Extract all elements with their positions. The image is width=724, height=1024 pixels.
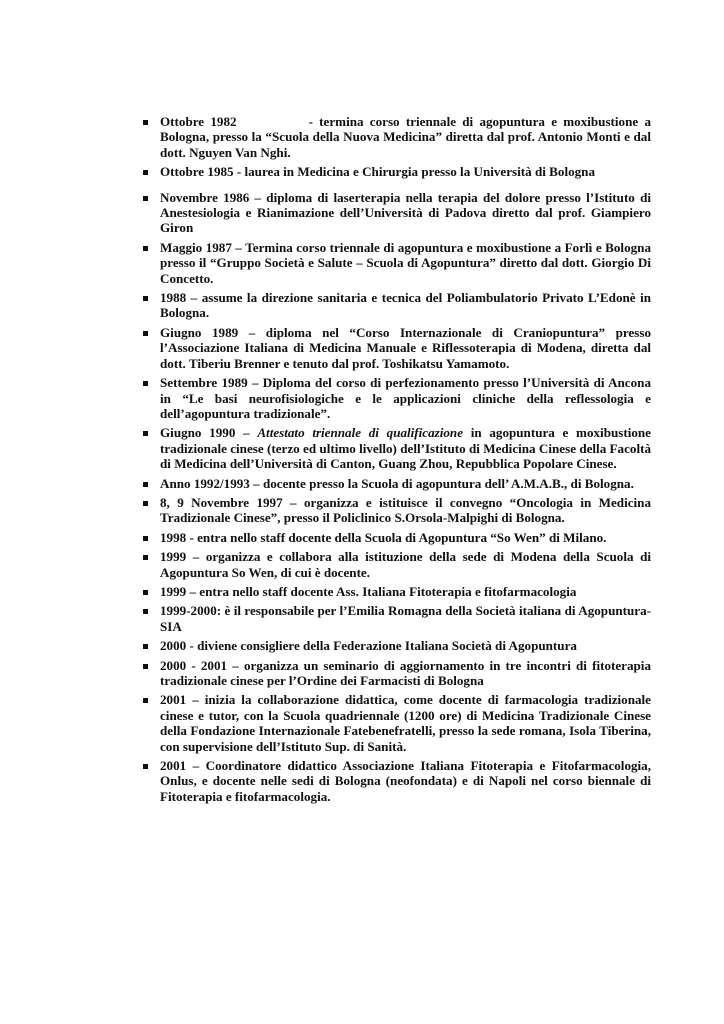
entry-text: Ottobre 1985 - laurea in Medicina e Chirurgia presso la Università di Bologna [160,164,596,180]
list-item [141,240,651,286]
entry-date: Ottobre 1982 [160,114,237,129]
list-item [141,375,651,421]
entry-lead: Giugno 1990 – [160,425,250,441]
list-item [141,164,651,179]
entry-text: 2001 – Coordinatore didattico Associazione Italiana Fitoterapia e Fitofarmacologia, Onlus, e docente nelle sedi di Bologna (neofondata) e di Napoli nel corso biennale di Fitoterapia e fitofarmacologia. [160,758,651,804]
entry-text: 2001 – inizia la collaborazione didattica, come docente di farmacologia tradizionale cinese e tutor, con la Scuola quadriennale (1200 ore) di Medicina Tradizionale Cinese della Fondazione Internazionale Fatebenefratelli, presso la sede romana, Isola Tiberina, con supervisione dell’Istituto Sup. di Sanità. [160,692,651,754]
list-item [141,530,651,545]
bullet-icon [143,536,148,541]
bullet-icon [143,482,148,487]
bullet-icon [143,664,148,669]
list-item [141,190,651,236]
list-item [141,325,651,371]
entry-text: in agopuntura e moxibustione tradizionale cinese (terzo ed ultimo livello) dell’Istituto di Medicina Cinese della Facoltà di Medicina dell’Università di Canton, Guang Zhou, Repubblica Popolare Cinese. [160,425,651,472]
entry-text: 1988 – assume la direzione sanitaria e tecnica del Poliambulatorio Privato L’Edonè in Bologna. [160,290,651,321]
list-item [141,584,651,599]
bullet-icon [143,698,148,703]
bullet-icon [143,764,148,769]
entry-text: 1999 – entra nello staff docente Ass. Italiana Fitoterapia e fitofarmacologia [160,583,577,599]
bullet-icon [143,609,148,614]
bullet-icon [143,120,148,125]
entry-text: 2000 - 2001 – organizza un seminario di aggiornamento in tre incontri di fitoterapia tradizionale cinese per l’Ordine dei Farmacisti di Bologna [160,657,651,688]
list-item [141,758,651,804]
bullet-icon [143,590,148,595]
list-item [141,658,651,689]
list-item [141,114,651,160]
list-item [141,603,651,634]
entry-text: 1999-2000: è il responsabile per l’Emilia Romagna della Società italiana di Agopuntura- SIA [160,603,651,634]
entry-text: 8, 9 Novembre 1997 – organizza e istituisce il convegno “Oncologia in Medicina Tradizionale Cinese”, presso il Policlinico S.Orsola-Malpighi di Bologna. [160,494,651,526]
entry-text: - termina corso triennale di agopuntura e moxibustione a Bologna, presso la “Scuola della Nuova Medicina” diretta dal prof. Antonio Monti e dal dott. Nguyen Van Nghi. [160,114,651,160]
entry-text: Settembre 1989 – Diploma del corso di perfezionamento presso l’Università di Ancona in “Le basi neurofisiologiche e le applicazioni cliniche della reflessologia e dell’agopuntura tradizionale”. [160,375,651,421]
entry-italic: Attestato triennale di qualificazione [257,425,464,441]
bullet-icon [143,501,148,506]
entry-text: Novembre 1986 – diploma di laserterapia nella terapia del dolore presso l’Istituto di Anestesiologia e Rianimazione dell’Università di Padova diretto dal prof. Giampiero Giron [160,189,651,236]
list-item [141,549,651,580]
bullet-icon [143,555,148,560]
list-item [141,425,651,471]
list-item [141,476,651,491]
bullet-icon [143,196,148,201]
entry-text: 2000 - diviene consigliere della Federazione Italiana Società di Agopuntura [160,638,577,654]
list-item [141,638,651,653]
entry-text: 1999 – organizza e collabora alla istituzione della sede di Modena della Scuola di Agopuntura So Wen, di cui è docente. [160,549,651,580]
entry-text: Maggio 1987 – Termina corso triennale di agopuntura e moxibustione a Forlì e Bologna presso il “Gruppo Società e Salute – Scuola di Agopuntura” diretto dal dott. Giorgio Di Concetto. [160,239,651,286]
bullet-icon [143,331,148,336]
bullet-icon [143,170,148,175]
entry-text: Giugno 1989 – diploma nel “Corso Internazionale di Craniopuntura” presso l’Associazione Italiana di Medicina Manuale e Riflessoterapia di Modena, diretta dal dott. Tiberiu Brenner e tenuto dal prof. Toshikatsu Yamamoto. [160,324,651,371]
list-item [141,692,651,754]
bullet-icon [143,644,148,649]
bullet-icon [143,296,148,301]
list-item [141,495,651,526]
bullet-icon [143,431,148,436]
entry-text: 1998 - entra nello staff docente della Scuola di Agopuntura “So Wen” di Milano. [160,529,607,545]
bullet-icon [143,246,148,251]
bullet-icon [143,381,148,386]
entry-text: Anno 1992/1993 – docente presso la Scuola di agopuntura dell’ A.M.A.B., di Bologna. [160,475,634,491]
cv-entry-list [141,114,651,808]
list-item [141,290,651,321]
